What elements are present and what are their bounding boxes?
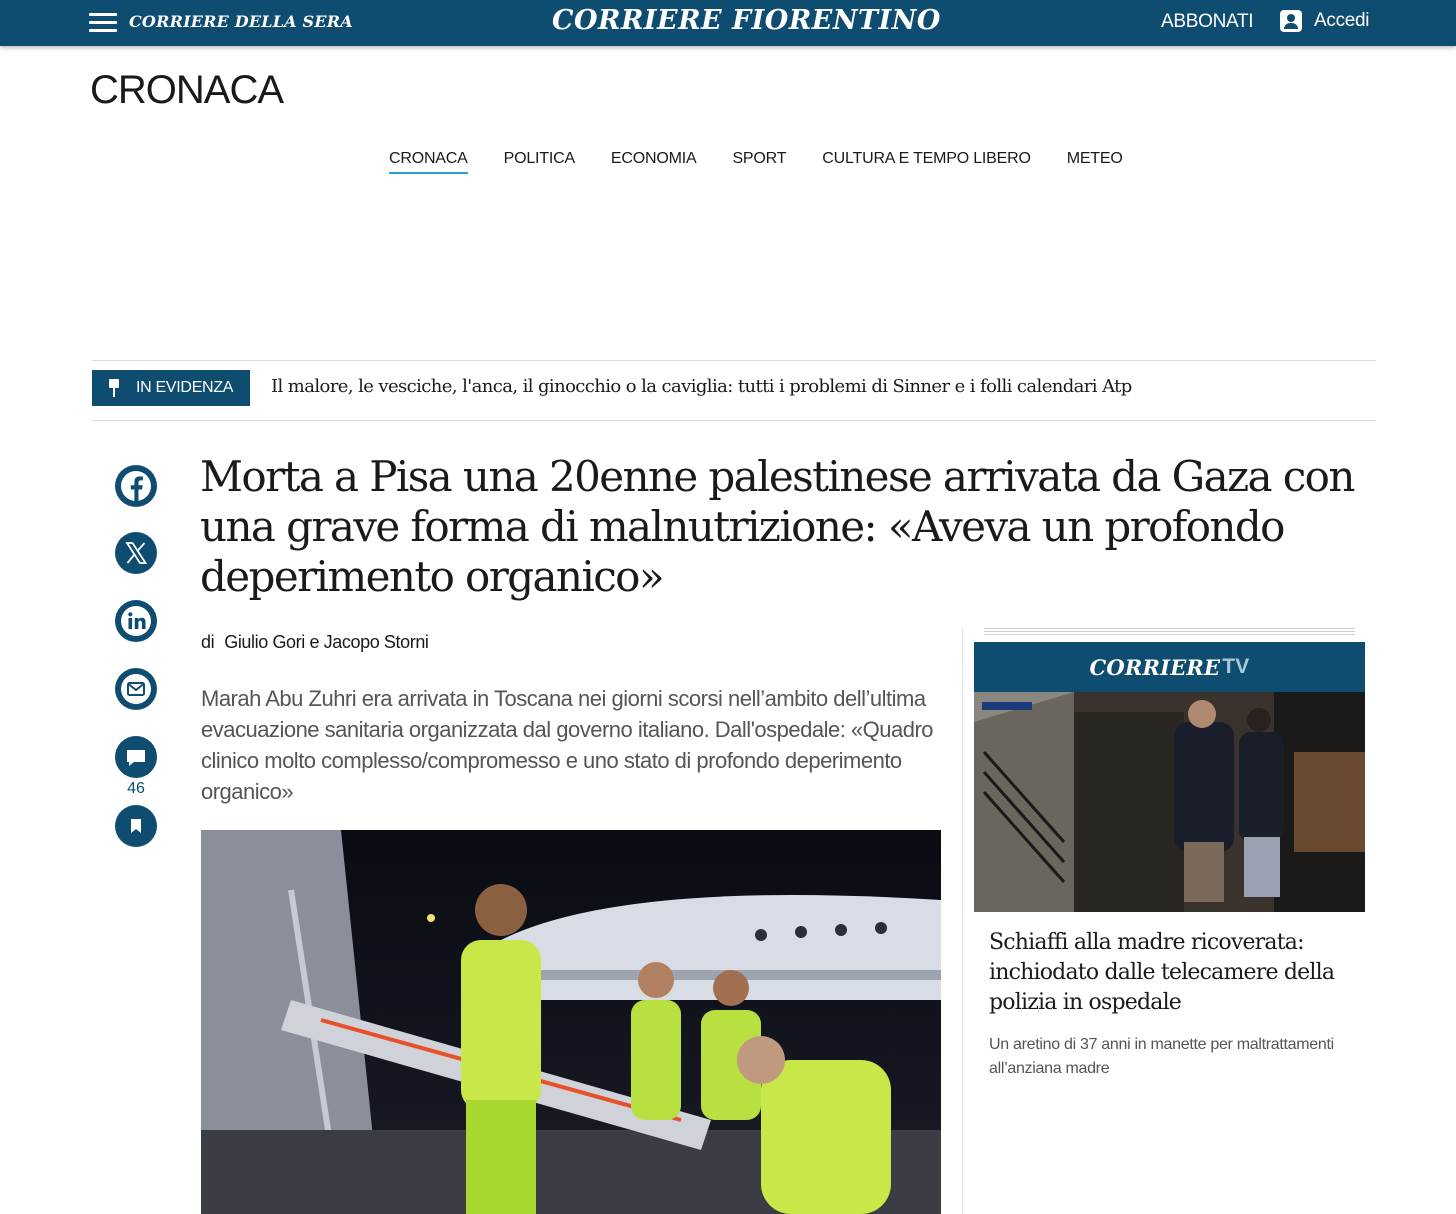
section-title: CRONACA	[90, 68, 284, 112]
article-summary: Marah Abu Zuhri era arrivata in Toscana nei giorni scorsi nell’ambito dell’ultima evacuazione sanitaria organizzata dal governo italiano. Dall'ospedale: «Quadro clinico molto complesso/compromesso e uno stato di profondo deperimento organico»	[201, 686, 934, 804]
highlight-divider-bottom	[92, 420, 1376, 421]
pin-icon	[108, 379, 120, 397]
byline	[201, 632, 429, 653]
corriere-della-sera-logo[interactable]: CORRIERE DELLA SERA	[129, 12, 353, 31]
corriere-fiorentino-logo[interactable]: CORRIERE FIORENTINO	[552, 5, 941, 36]
nav-item-politica[interactable]: POLITICA	[503, 150, 575, 167]
video-thumbnail[interactable]	[974, 692, 1365, 912]
highlight-link[interactable]: Il malore, le vesciche, l'anca, il ginocchio o la caviglia: tutti i problemi di Sinner e i folli calendari Atp	[271, 376, 1132, 397]
byline-prefix: di	[201, 632, 215, 652]
highlight-badge	[92, 370, 250, 406]
x-icon[interactable]	[115, 532, 157, 574]
tv-suffix: TV	[1222, 655, 1250, 678]
comment-count[interactable]: 46	[127, 780, 145, 797]
tv-brand: CORRIERE	[1089, 654, 1221, 680]
linkedin-icon[interactable]	[115, 600, 157, 642]
top-bar	[0, 0, 1456, 46]
user-icon	[1280, 10, 1302, 32]
highlight-badge-label: IN EVIDENZA	[136, 379, 234, 396]
article-main-photo[interactable]	[201, 830, 941, 1214]
video-title[interactable]: Schiaffi alla madre ricoverata: inchiodato dalle telecamere della polizia in ospedale	[989, 930, 1335, 1015]
nav-item-sport[interactable]: SPORT	[732, 150, 787, 167]
corriere-tv-header[interactable]	[974, 642, 1365, 692]
comment-icon[interactable]	[115, 736, 157, 778]
subscribe-link[interactable]: ABBONATI	[1161, 11, 1254, 32]
article-headline: Morta a Pisa una 20enne palestinese arrivata da Gaza con una grave forma di malnutrizione: «Aveva un profondo deperimento organico»	[200, 452, 1354, 601]
nav-item-cronaca[interactable]: CRONACA	[389, 150, 468, 174]
facebook-icon[interactable]	[115, 465, 157, 507]
login-button[interactable]	[1280, 10, 1369, 32]
hamburger-icon[interactable]	[89, 13, 117, 33]
bookmark-icon[interactable]	[115, 805, 157, 847]
nav-item-economia[interactable]: ECONOMIA	[610, 150, 697, 167]
column-divider	[962, 628, 963, 1214]
sidebar-rule	[984, 628, 1355, 637]
nav-item-cultura[interactable]: CULTURA E TEMPO LIBERO	[822, 150, 1031, 167]
section-nav	[389, 150, 1159, 174]
nav-item-meteo[interactable]: METEO	[1066, 150, 1123, 167]
video-subtitle: Un aretino di 37 anni in manette per maltrattamenti all’anziana madre	[989, 1036, 1334, 1077]
byline-authors[interactable]: Giulio Gori e Jacopo Storni	[224, 632, 429, 652]
login-label: Accedi	[1314, 10, 1370, 31]
email-icon[interactable]	[115, 668, 157, 710]
highlight-divider-top	[92, 360, 1376, 361]
